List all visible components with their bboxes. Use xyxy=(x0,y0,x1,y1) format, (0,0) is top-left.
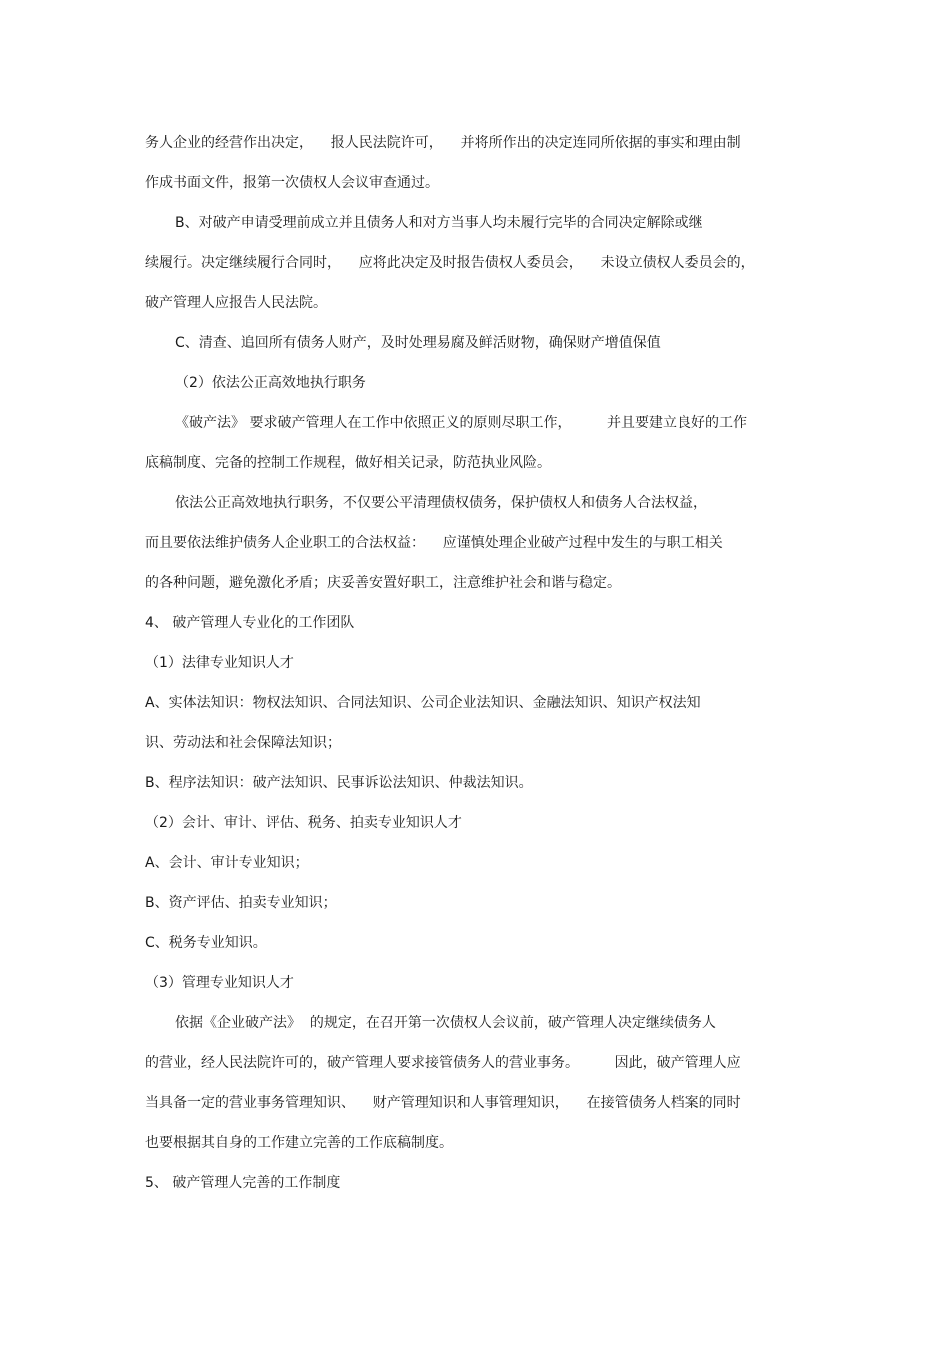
text-line: 而且要依法维护债务人企业职工的合法权益： 应谨慎处理企业破产过程中发生的与职工相关 xyxy=(145,535,723,551)
text-line: A、会计、审计专业知识； xyxy=(145,855,309,871)
text-line: 的各种问题，避免激化矛盾；庆妥善安置好职工，注意维护社会和谐与稳定。 xyxy=(145,575,621,591)
text-line: 依据《企业破产法》 的规定，在召开第一次债权人会议前，破产管理人决定继续债务人 xyxy=(175,1015,716,1031)
section-heading: 4、 破产管理人专业化的工作团队 xyxy=(145,615,355,631)
text-line: 续履行。决定继续履行合同时， 应将此决定及时报告债权人委员会， 未设立债权人委员会的， xyxy=(145,255,755,271)
text-line: B、程序法知识：破产法知识、民事诉讼法知识、仲裁法知识。 xyxy=(145,775,533,791)
section-heading: （3）管理专业知识人才 xyxy=(145,975,294,991)
text-line: 的营业，经人民法院许可的，破产管理人要求接管债务人的营业事务。 因此，破产管理人应 xyxy=(145,1055,741,1071)
text-line: 也要根据其自身的工作建立完善的工作底稿制度。 xyxy=(145,1135,453,1151)
text-line: B、资产评估、拍卖专业知识； xyxy=(145,895,337,911)
text-line: A、实体法知识：物权法知识、合同法知识、公司企业法知识、金融法知识、知识产权法知 xyxy=(145,695,701,711)
text-line: 当具备一定的营业事务管理知识、 财产管理知识和人事管理知识， 在接管债务人档案的同时 xyxy=(145,1095,741,1111)
text-line: C、清查、追回所有债务人财产，及时处理易腐及鲜活财物，确保财产增值保值 xyxy=(175,335,661,351)
text-line: 《破产法》 要求破产管理人在工作中依照正义的原则尽职工作， 并且要建立良好的工作 xyxy=(175,415,748,431)
text-line: 依法公正高效地执行职务，不仅要公平清理债权债务，保护债权人和债务人合法权益， xyxy=(175,495,707,511)
section-heading: （2）会计、审计、评估、税务、拍卖专业知识人才 xyxy=(145,815,462,831)
text-line: 识、劳动法和社会保障法知识； xyxy=(145,735,341,751)
text-line: C、税务专业知识。 xyxy=(145,935,267,951)
text-line: 破产管理人应报告人民法院。 xyxy=(145,295,327,311)
text-line: 务人企业的经营作出决定， 报人民法院许可， 并将所作出的决定连同所依据的事实和理由制 xyxy=(145,135,741,151)
text-line: 底稿制度、完备的控制工作规程，做好相关记录，防范执业风险。 xyxy=(145,455,551,471)
text-line: B、对破产申请受理前成立并且债务人和对方当事人均未履行完毕的合同决定解除或继 xyxy=(175,215,703,231)
text-line: 作成书面文件，报第一次债权人会议审查通过。 xyxy=(145,175,439,191)
section-heading: 5、 破产管理人完善的工作制度 xyxy=(145,1175,341,1191)
section-heading: （1）法律专业知识人才 xyxy=(145,655,294,671)
section-heading: （2）依法公正高效地执行职务 xyxy=(175,375,366,391)
